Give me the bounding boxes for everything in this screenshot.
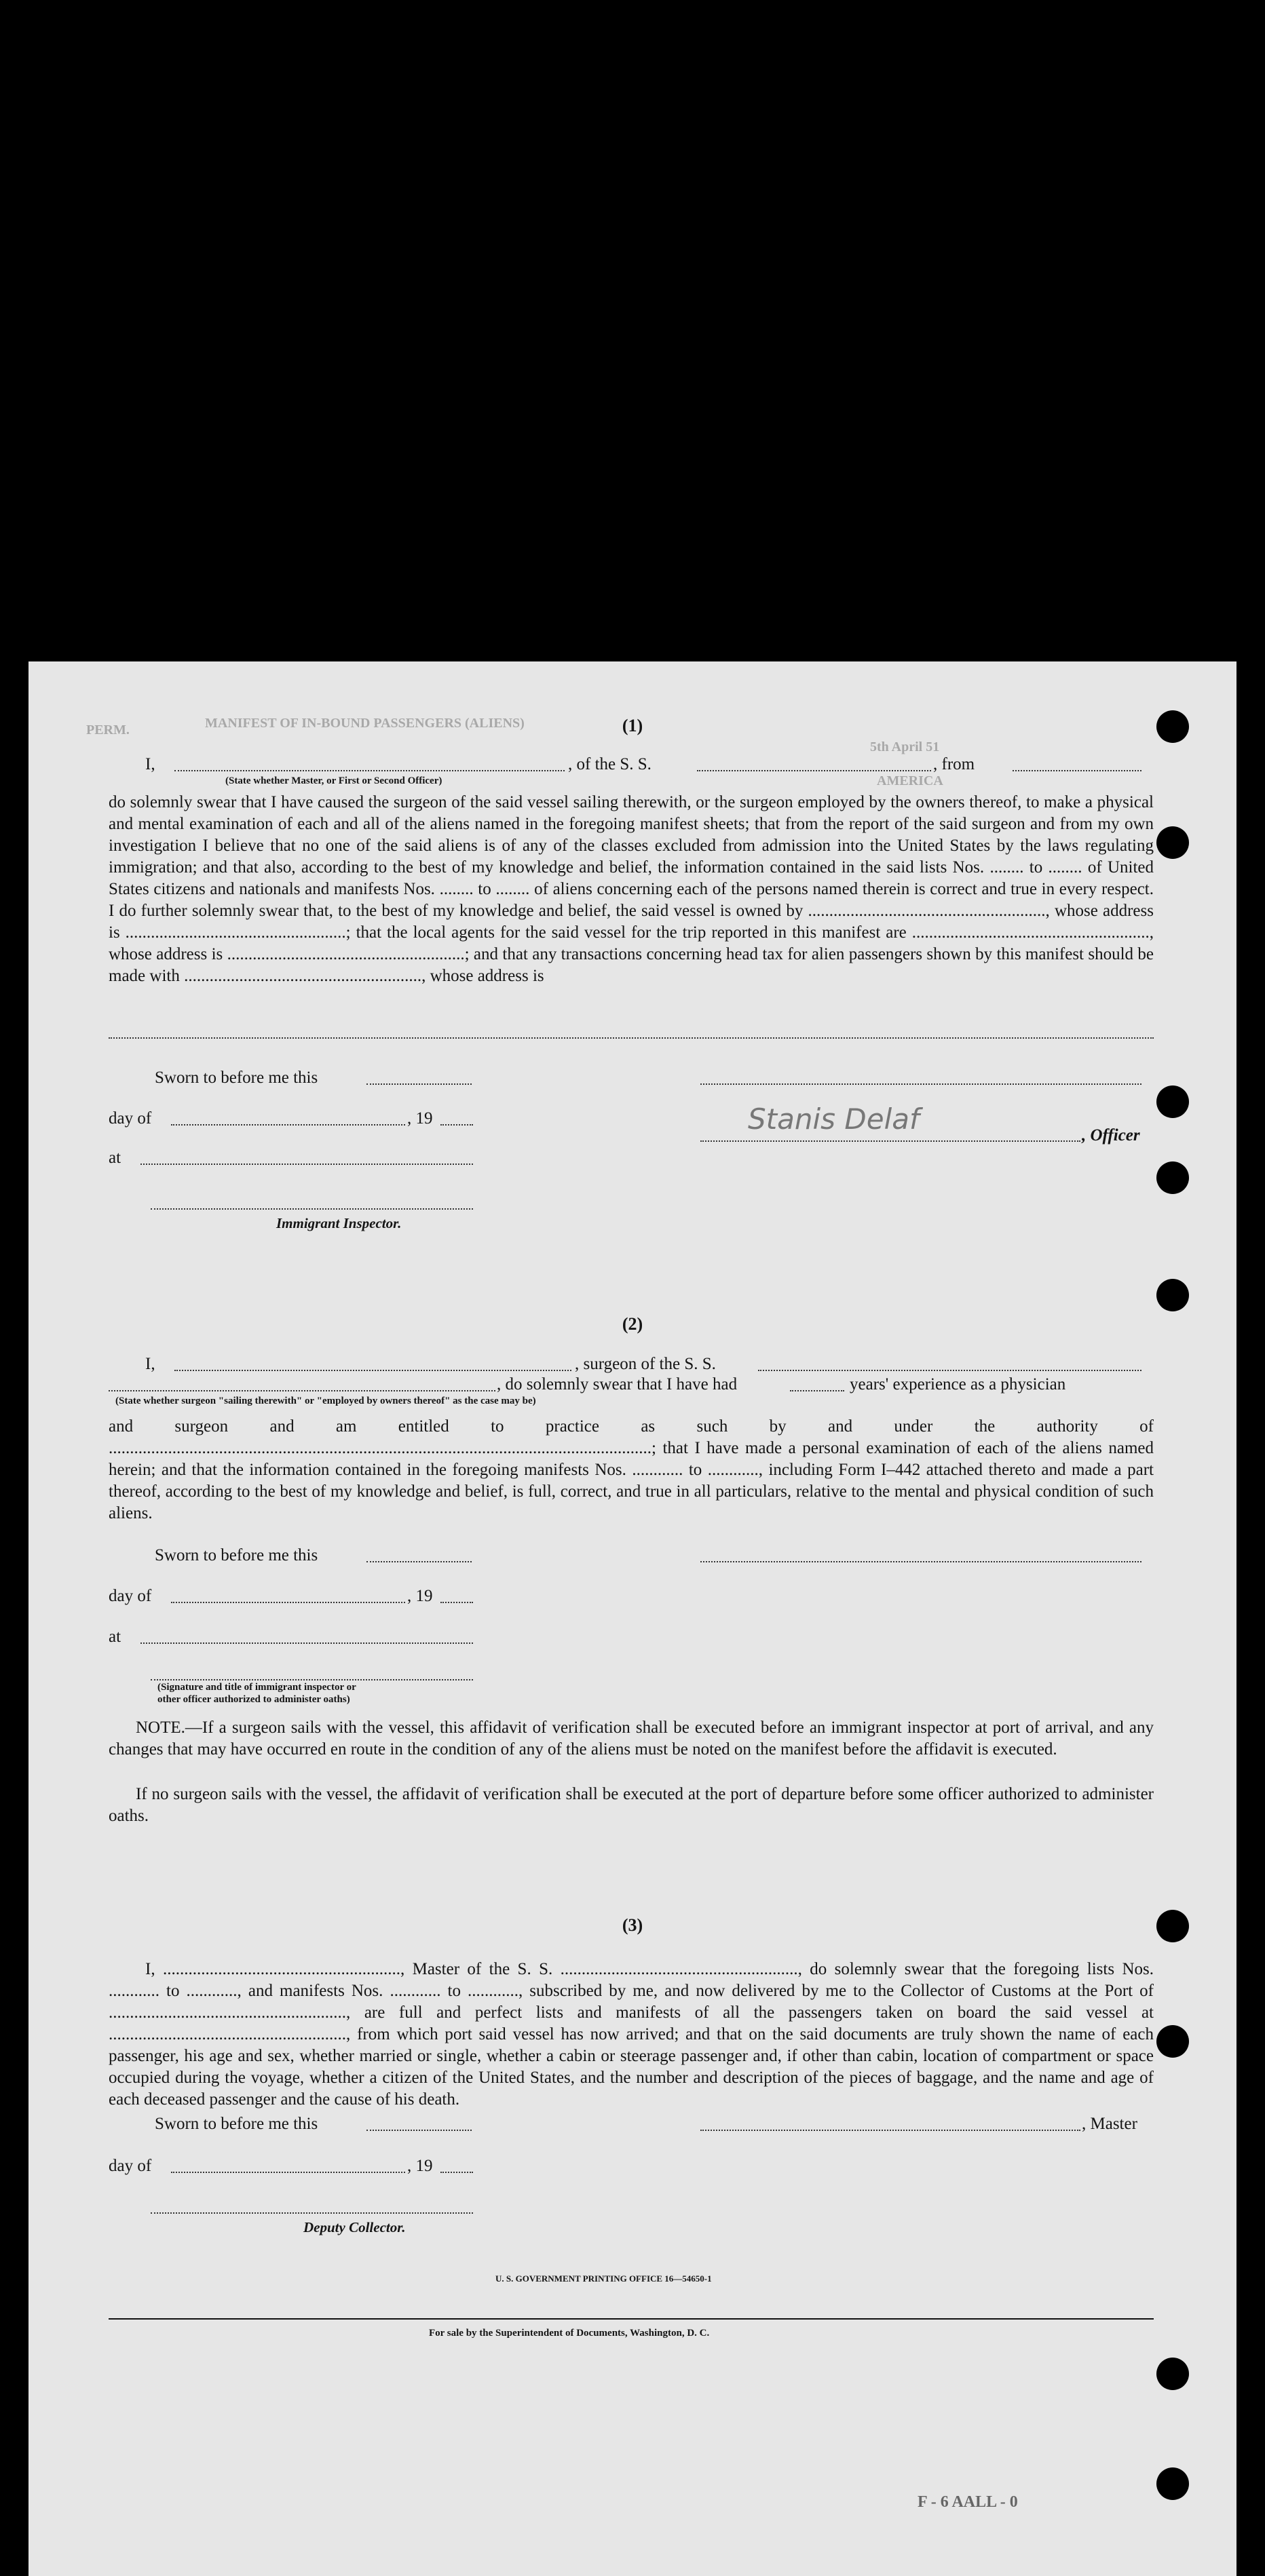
section-2-line-swear: , do solemnly swear that I have had (497, 1375, 738, 1393)
section-3-day-of: day of (109, 2157, 152, 2175)
section-2-line-surgeon: , surgeon of the S. S. (575, 1355, 716, 1373)
section-2-day-blank (171, 1602, 405, 1603)
printing-office-line: U. S. GOVERNMENT PRINTING OFFICE 16—54650-1 (495, 2273, 712, 2284)
section-2-paragraph: and surgeon and am entitled to practice as such by and under the authority of ................................................................................................................................; that I have made a personal examination of each of the aliens named herein; and that the information contained in the foregoing manifests Nos. ............ to ............, including Form I–442 attached thereto and made a part thereof, according to the best of my knowledge and belief, is full, correct, and true in all particulars, relative to the mental and physical condition of such aliens. (109, 1417, 1154, 1522)
head-tax-address-blank (109, 1037, 1154, 1039)
section-1-paragraph: do solemnly swear that I have caused the surgeon of the said vessel sailing therewith, or the surgeon employed by the owners thereof, to make a physical and mental examination of each and all of the aliens named in the foregoing manifest sheets; that from the report of the said surgeon and from my own investigation I believe that no one of the said aliens is of any of the classes excluded from admission into the United States by the laws regulating immigration; and that also, according to the best of my knowledge and belief, the information contained in the said lists Nos. ........ to ........ of United States citizens and nationals and manifests Nos. ........ to ........ of aliens concerning each of the persons named therein is correct and true in every respect. I do further solemnly swear that, to the best of my knowledge and belief, the said vessel is owned by ........................................................, whose address is ....................................................; that the local agents for the said vessel for the trip reported in this manifest are ........................................................, whose address is ........................................................; and that any transactions concerning head tax for alien passengers shown by this manifest should be made with ........................................................, whose address is (109, 793, 1154, 985)
section-3-number: (3) (622, 1915, 643, 1935)
form-page (29, 661, 1236, 2576)
note-surgeon-status: (State whether surgeon "sailing therewith" or "employed by owners thereof" as the case may be) (115, 1396, 536, 1406)
section-3-year: , 19 (407, 2157, 433, 2175)
section-2-year: , 19 (407, 1587, 433, 1605)
section-1-line-ss: , of the S. S. (568, 755, 652, 773)
section-2-year-blank (440, 1602, 473, 1603)
deputy-collector-blank (151, 2212, 473, 2214)
section-1-inspector: Immigrant Inspector. (276, 1215, 402, 1231)
section-3-day-blank (171, 2172, 405, 2173)
footer-rule (109, 2318, 1154, 2320)
section-2-note-2: If no surgeon sails with the vessel, the affidavit of verification shall be executed at the port of departure before some officer authorized to administer oaths. (109, 1785, 1154, 1825)
officer-signature: Stanis Delaf (748, 1102, 920, 1136)
years-blank (790, 1390, 844, 1391)
section-2-note-1: NOTE.—If a surgeon sails with the vessel, this affidavit of verification shall be executed before an immigrant inspector at port of arrival, and any changes that may have occurred en route in the condition of any of the aliens must be noted on the manifest before the affidavit is executed. (109, 1718, 1154, 1758)
section-1-at: at (109, 1149, 121, 1167)
section-1-inspector-blank (151, 1208, 473, 1210)
binder-hole (1156, 2025, 1189, 2058)
bleed-through-bottom: F - 6 AALL - 0 (918, 2493, 1018, 2511)
section-2-line-i: I, (145, 1355, 155, 1373)
section-3-master: , Master (1082, 2115, 1137, 2133)
section-1-sworn-blank (366, 1083, 472, 1085)
section-3-deputy: Deputy Collector. (303, 2219, 406, 2235)
section-2-number: (2) (622, 1314, 643, 1334)
section-3-year-blank (440, 2172, 473, 2173)
surgeon-status-blank (109, 1390, 495, 1391)
section-2-inspector-blank (151, 1679, 473, 1680)
bleed-through-america: AMERICA (877, 773, 943, 788)
section-1-at-blank (140, 1164, 473, 1165)
section-1-officer: , Officer (1082, 1126, 1140, 1145)
section-2-at: at (109, 1628, 121, 1646)
binder-hole (1156, 2358, 1189, 2390)
section-2-sworn: Sworn to before me this (155, 1546, 318, 1564)
section-3-sworn: Sworn to before me this (155, 2115, 318, 2133)
section-2-line-years: years' experience as a physician (850, 1375, 1066, 1393)
section-2-day-of: day of (109, 1587, 152, 1605)
section-1-year: , 19 (407, 1109, 433, 1128)
section-3-paragraph: I, ........................................................, Master of the S. S. ........................................................, do solemnly swear that the foregoing lists Nos. ............ to ............, and manifests Nos. ............ to ............, subscribed by me, and now delivered by me to the Collector of Customs at the Port of ........................................................, are full and perfect lists and manifests of all the passengers taken on board the said vessel at ........................................................, from which port said vessel has now arrived; and that on the said documents are truly shown the name of each passenger, his age and sex, whether married or single, whether a cabin or steerage passenger and, if other than cabin, location of compartment or space occupied during the voyage, whether a citizen of the United States, and the number and description of the pieces of baggage, and the name and age of each deceased passenger and the cause of his death. (109, 1960, 1154, 2109)
section-1-sworn: Sworn to before me this (155, 1069, 318, 1087)
section-2-vessel-blank (758, 1370, 1141, 1371)
master-signature-blank (700, 2130, 1080, 2131)
binder-hole (1156, 2467, 1189, 2500)
section-1-signature-upper-blank (700, 1083, 1141, 1085)
section-1-line-from: , from (933, 755, 975, 773)
binder-hole (1156, 1161, 1189, 1194)
vessel-name-blank (697, 770, 931, 771)
signature-note-1: (Signature and title of immigrant inspector or (157, 1682, 356, 1693)
officer-signature-blank (700, 1140, 1080, 1142)
section-1-day-blank (171, 1124, 405, 1126)
binder-hole (1156, 826, 1189, 859)
from-port-blank (1013, 770, 1141, 771)
master-name-blank (174, 770, 565, 771)
section-1-number: (1) (622, 716, 643, 735)
section-1-line-i: I, (145, 755, 155, 773)
for-sale-line: For sale by the Superintendent of Documents, Washington, D. C. (429, 2328, 710, 2339)
section-1-year-blank (440, 1124, 473, 1126)
binder-hole (1156, 1279, 1189, 1311)
bleed-through-header: MANIFEST OF IN-BOUND PASSENGERS (ALIENS) (205, 716, 525, 731)
bleed-through-stamp: PERM. (86, 723, 130, 737)
section-2-at-blank (140, 1642, 473, 1644)
signature-note-2: other officer authorized to administer oaths) (157, 1694, 350, 1705)
surgeon-name-blank (174, 1370, 571, 1371)
section-2-sworn-blank (366, 1561, 472, 1562)
binder-hole (1156, 1085, 1189, 1118)
section-1-day-of: day of (109, 1109, 152, 1128)
section-2-signature-blank (700, 1561, 1141, 1562)
note-master-officer: (State whether Master, or First or Second Officer) (225, 775, 442, 786)
bleed-through-date: 5th April 51 (870, 739, 940, 754)
section-3-sworn-blank (366, 2130, 472, 2131)
